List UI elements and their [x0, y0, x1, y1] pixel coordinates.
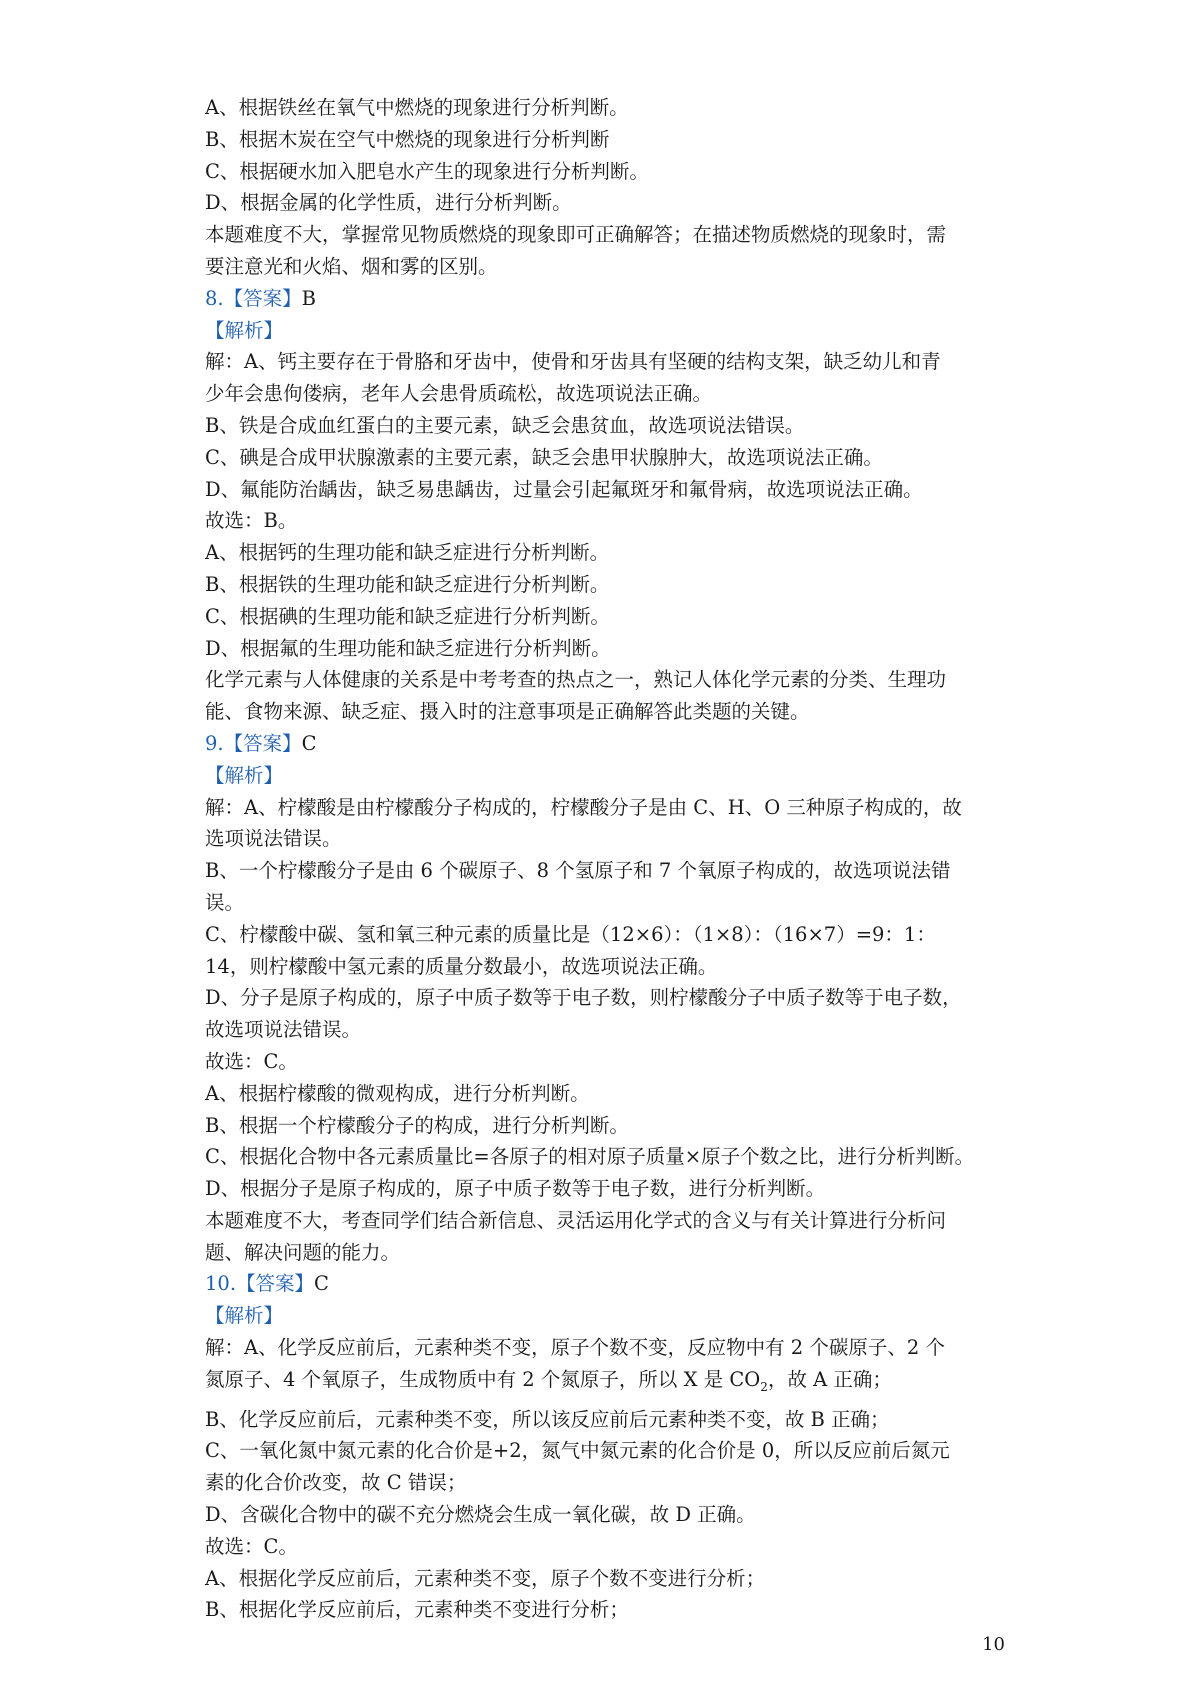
text-line: C、柠檬酸中碳、氢和氧三种元素的质量比是（12×6）：（1×8）：（16×7）=9：1：: [205, 922, 936, 946]
answer-line: [205, 1268, 1005, 1300]
text-line: B、铁是合成血红蛋白的主要元素，缺乏会患贫血，故选项说法错误。: [205, 413, 805, 437]
text-line: 解：A、柠檬酸是由柠檬酸分子构成的，柠檬酸分子是由 C、H、O 三种原子构成的，故: [205, 795, 962, 819]
text-line: 素的化合价改变，故 C 错误；: [205, 1471, 467, 1495]
text-line: B、一个柠檬酸分子是由 6 个碳原子、8 个氢原子和 7 个氧原子构成的，故选项说法错: [205, 859, 951, 883]
text-line: A、根据柠檬酸的微观构成，进行分析判断。: [205, 1081, 590, 1105]
text-line: 故选：C。: [205, 1534, 298, 1558]
text-segment: ，故 A 正确；: [767, 1367, 892, 1391]
text-line: C、碘是合成甲状腺激素的主要元素，缺乏会患甲状腺肿大，故选项说法正确。: [205, 445, 883, 469]
text-line: [205, 1364, 1005, 1404]
text-line: C、根据碘的生理功能和缺乏症进行分析判断。: [205, 604, 610, 628]
question-number: 10.: [205, 1272, 237, 1296]
answer-value: B: [301, 286, 316, 310]
text-line: B、根据化学反应前后，元素种类不变进行分析；: [205, 1598, 629, 1622]
text-line: 选项说法错误。: [205, 827, 342, 851]
text-line: 能、食物来源、缺乏症、摄入时的注意事项是正确解答此类题的关键。: [205, 700, 810, 724]
question-number: 9.: [205, 731, 224, 755]
page-number: 10: [982, 1634, 1005, 1655]
text-line: 故选：C。: [205, 1049, 298, 1073]
text-line: A、根据化学反应前后，元素种类不变，原子个数不变进行分析；: [205, 1566, 766, 1590]
answer-value: C: [314, 1272, 329, 1296]
text-line: 故选：B。: [205, 509, 298, 533]
text-line: 解：A、化学反应前后，元素种类不变，原子个数不变，反应物中有 2 个碳原子、2 个: [205, 1336, 945, 1360]
text-line: A、根据钙的生理功能和缺乏症进行分析判断。: [205, 541, 610, 565]
text-line: C、一氧化氮中氮元素的化合价是+2，氮气中氮元素的化合价是 0，所以反应前后氮元: [205, 1439, 950, 1463]
text-line: D、分子是原子构成的，原子中质子数等于电子数，则柠檬酸分子中质子数等于电子数，: [205, 986, 962, 1010]
text-line: 故选项说法错误。: [205, 1018, 362, 1042]
text-line: B、化学反应前后，元素种类不变，所以该反应前后元素种类不变，故 B 正确；: [205, 1407, 890, 1431]
text-line: B、根据一个柠檬酸分子的构成，进行分析判断。: [205, 1113, 629, 1137]
text-line: 要注意光和火焰、烟和雾的区别。: [205, 254, 498, 278]
answer-value: C: [301, 731, 317, 755]
text-line: D、根据金属的化学性质，进行分析判断。: [205, 191, 572, 215]
text-line: D、氟能防治龋齿，缺乏易患龋齿，过量会引起氟斑牙和氟骨病，故选项说法正确。: [205, 477, 923, 501]
question-number: 8.: [205, 286, 224, 310]
text-line: D、根据氟的生理功能和缺乏症进行分析判断。: [205, 636, 611, 660]
text-segment: 氮原子、4 个氧原子，生成物质中有 2 个氮原子，所以 X 是 CO: [205, 1367, 761, 1391]
text-line: 误。: [205, 890, 245, 914]
text-line: B、根据木炭在空气中燃烧的现象进行分析判断: [205, 127, 610, 151]
text-line: 题、解决问题的能力。: [205, 1240, 401, 1264]
text-line: 解：A、钙主要存在于骨胳和牙齿中，使骨和牙齿具有坚硬的结构支架，缺乏幼儿和青: [205, 350, 941, 374]
text-line: 14，则柠檬酸中氢元素的质量分数最小，故选项说法正确。: [205, 954, 718, 978]
analysis-heading: 【解析】: [205, 763, 284, 787]
text-line: C、根据硬水加入肥皂水产生的现象进行分析判断。: [205, 159, 649, 183]
answer-label: 【答案】: [223, 286, 302, 310]
document-body: [205, 92, 1005, 1626]
text-line: 本题难度不大，考查同学们结合新信息、灵活运用化学式的含义与有关计算进行分析问: [205, 1208, 947, 1232]
answer-line: [205, 283, 1005, 315]
subscript: 2: [760, 1379, 768, 1394]
text-line: 化学元素与人体健康的关系是中考考查的热点之一，熟记人体化学元素的分类、生理功: [205, 668, 947, 692]
answer-label: 【答案】: [236, 1272, 315, 1296]
text-line: B、根据铁的生理功能和缺乏症进行分析判断。: [205, 572, 610, 596]
analysis-heading: 【解析】: [205, 1304, 284, 1328]
analysis-heading: 【解析】: [205, 318, 284, 342]
text-line: 本题难度不大，掌握常见物质燃烧的现象即可正确解答；在描述物质燃烧的现象时，需: [205, 223, 947, 247]
answer-label: 【答案】: [223, 731, 302, 755]
answer-line: [205, 728, 1005, 760]
text-line: 少年会患佝偻病，老年人会患骨质疏松，故选项说法正确。: [205, 382, 713, 406]
text-line: D、根据分子是原子构成的，原子中质子数等于电子数，进行分析判断。: [205, 1177, 826, 1201]
text-line: C、根据化合物中各元素质量比=各原子的相对原子质量×原子个数之比，进行分析判断。: [205, 1145, 975, 1169]
text-line: A、根据铁丝在氧气中燃烧的现象进行分析判断。: [205, 96, 629, 119]
text-line: D、含碳化合物中的碳不充分燃烧会生成一氧化碳，故 D 正确。: [205, 1502, 756, 1526]
